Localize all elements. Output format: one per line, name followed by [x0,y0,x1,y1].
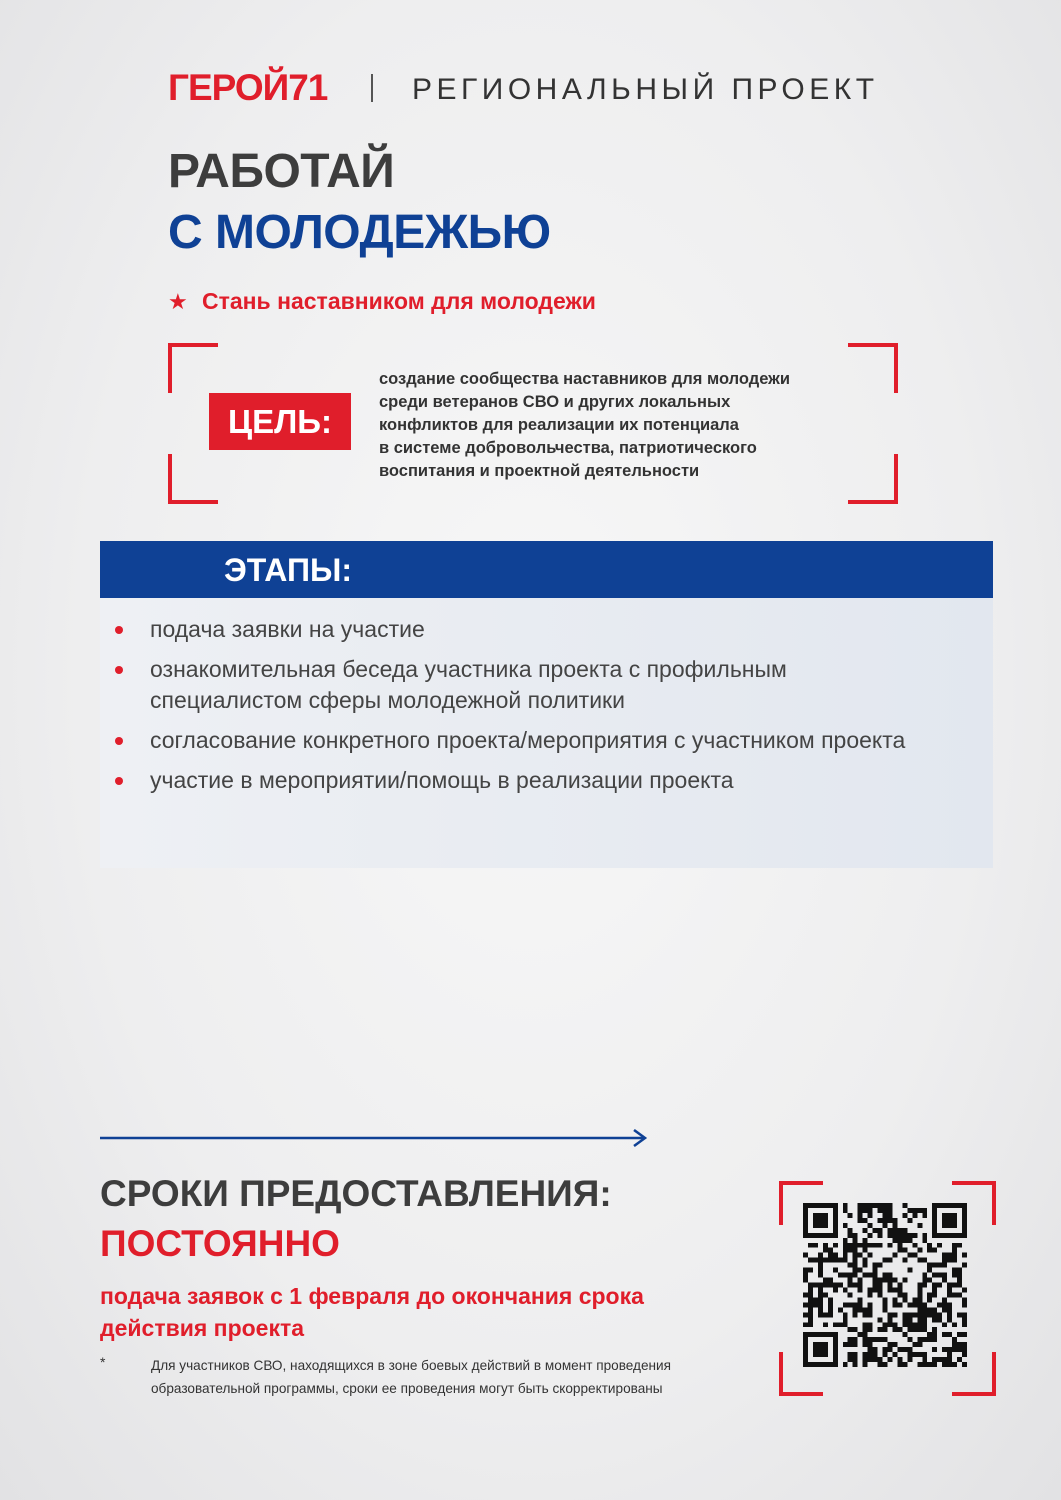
deadline-details: подача заявок с 1 февраля до окончания срока действия проекта [100,1283,644,1341]
goal-line: воспитания и проектной деятельности [379,462,700,480]
page-title-line1: РАБОТАЙ [168,145,395,198]
tagline [168,286,596,317]
goal-description [379,368,849,483]
deadline-value: ПОСТОЯННО [100,1223,340,1264]
stages-list-panel [100,598,993,868]
footnote-marker: * [100,1354,106,1370]
deadline-heading: СРОКИ ПРЕДОСТАВЛЕНИЯ: [100,1173,612,1214]
goal-line: среди ветеранов СВО и других локальных [379,393,731,411]
page-title-line2: С МОЛОДЕЖЬЮ [168,206,551,259]
stage-item: согласование конкретного проекта/мероприятия с участником проекта [100,725,910,756]
stage-item: участие в мероприятии/помощь в реализации проекта [100,765,910,796]
stage-item: ознакомительная беседа участника проекта с профильным специалистом сферы молодежной политики [100,654,910,716]
header-divider [371,74,373,102]
stages-heading: ЭТАПЫ: [224,552,352,588]
brand-logo: ГЕРОЙ71 [168,67,328,108]
frame-corner-bottom-left [168,454,218,504]
stages-list [100,614,910,805]
star-icon: ★ [168,289,188,314]
stages-header [100,541,993,598]
goal-line: создание сообщества наставников для молодежи [379,370,791,388]
header-subtitle: РЕГИОНАЛЬНЫЙ ПРОЕКТ [412,73,879,106]
goal-line: конфликтов для реализации их потенциала [379,416,739,434]
frame-corner-bottom-right [848,454,898,504]
tagline-text: Стань наставником для молодежи [202,288,596,314]
frame-corner-top-right [848,343,898,393]
arrow-right-icon [100,1128,650,1148]
footnote: Для участников СВО, находящихся в зоне боевых действий в момент проведения образовательной программы, сроки ее проведения могут быть скорректированы [151,1358,672,1396]
qr-code[interactable] [803,1203,967,1367]
stage-item: подача заявки на участие [100,614,910,645]
goal-line: в системе добровольчества, патриотического [379,439,757,457]
frame-corner-top-left [168,343,218,393]
goal-label: ЦЕЛЬ: [209,393,351,450]
